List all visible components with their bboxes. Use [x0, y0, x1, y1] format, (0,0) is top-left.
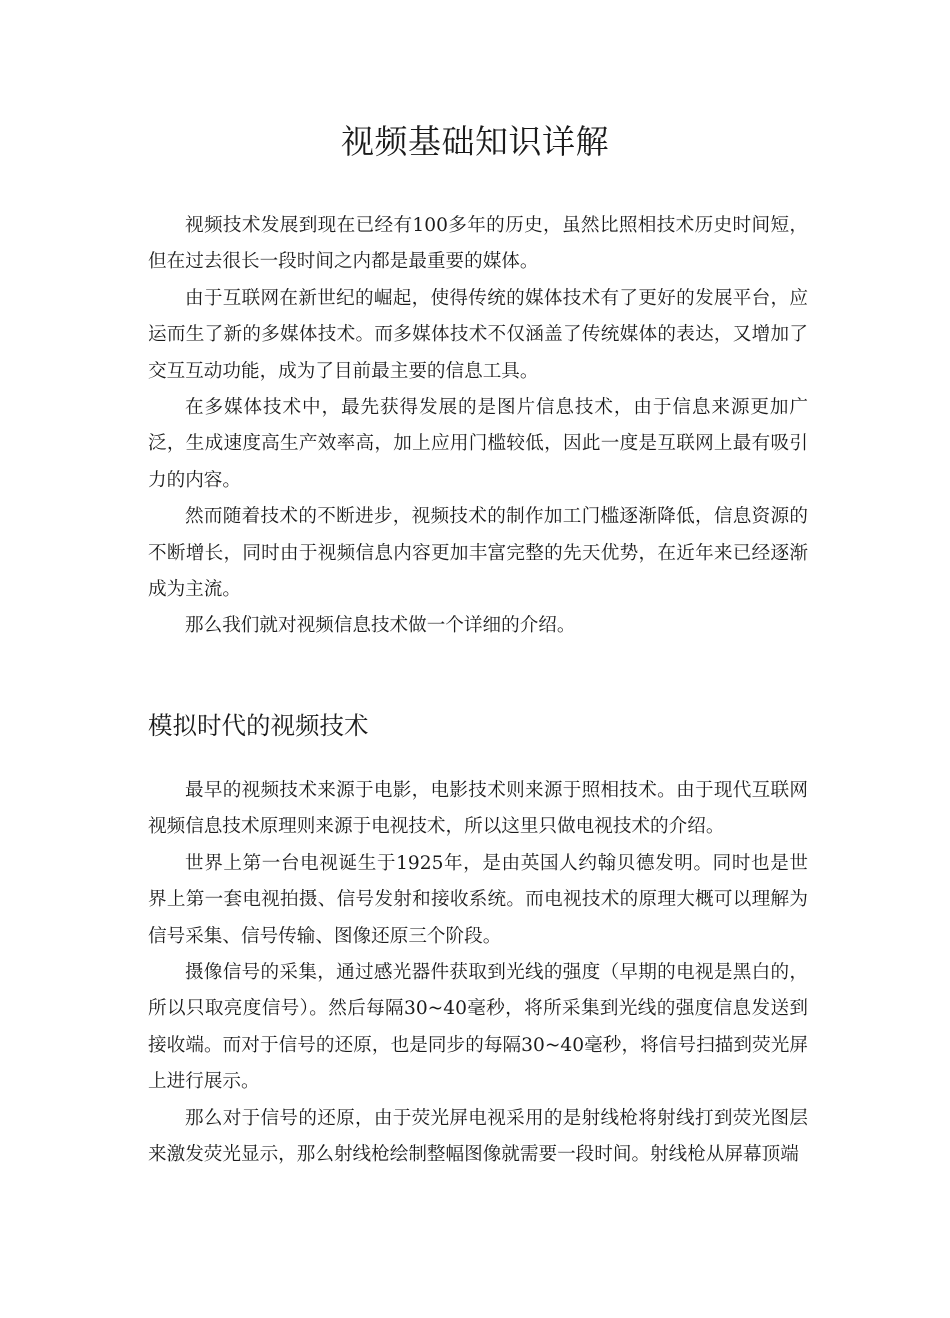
paragraph: 视频技术发展到现在已经有100多年的历史，虽然比照相技术历史时间短，但在过去很长一段时间之内都是最重要的媒体。	[148, 215, 808, 273]
intro-section	[148, 208, 808, 645]
paragraph: 在多媒体技术中，最先获得发展的是图片信息技术，由于信息来源更加广泛，生成速度高生产效率高，加上应用门槛较低，因此一度是互联网上最有吸引力的内容。	[148, 397, 808, 491]
paragraph: 然而随着技术的不断进步，视频技术的制作加工门槛逐渐降低，信息资源的不断增长，同时由于视频信息内容更加丰富完整的先天优势，在近年来已经逐渐成为主流。	[148, 506, 808, 601]
section-heading: 模拟时代的视频技术	[148, 711, 369, 740]
paragraph: 世界上第一台电视诞生于1925年，是由英国人约翰贝德发明。同时也是世界上第一套电视拍摄、信号发射和接收系统。而电视技术的原理大概可以理解为信号采集、信号传输、图像还原三个阶段。	[148, 852, 808, 947]
paragraph: 最早的视频技术来源于电影，电影技术则来源于照相技术。由于现代互联网视频信息技术原理则来源于电视技术，所以这里只做电视技术的介绍。	[148, 780, 808, 838]
paragraph: 由于互联网在新世纪的崛起，使得传统的媒体技术有了更好的发展平台，应运而生了新的多媒体技术。而多媒体技术不仅涵盖了传统媒体的表达，又增加了交互互动功能，成为了目前最主要的信息工具。	[148, 287, 808, 382]
paragraph: 那么对于信号的还原，由于荧光屏电视采用的是射线枪将射线打到荧光图层来激发荧光显示，那么射线枪绘制整幅图像就需要一段时间。射线枪从屏幕顶端	[148, 1107, 808, 1166]
paragraph: 摄像信号的采集，通过感光器件获取到光线的强度（早期的电视是黑白的，所以只取亮度信号）。然后每隔30~40毫秒，将所采集到光线的强度信息发送到接收端。而对于信号的还原，也是同步的每隔30~40毫秒，将信号扫描到荧光屏上进行展示。	[148, 962, 808, 1093]
document-title: 视频基础知识详解	[341, 122, 609, 161]
analog-section	[148, 773, 808, 1173]
paragraph: 那么我们就对视频信息技术做一个详细的介绍。	[185, 615, 576, 637]
